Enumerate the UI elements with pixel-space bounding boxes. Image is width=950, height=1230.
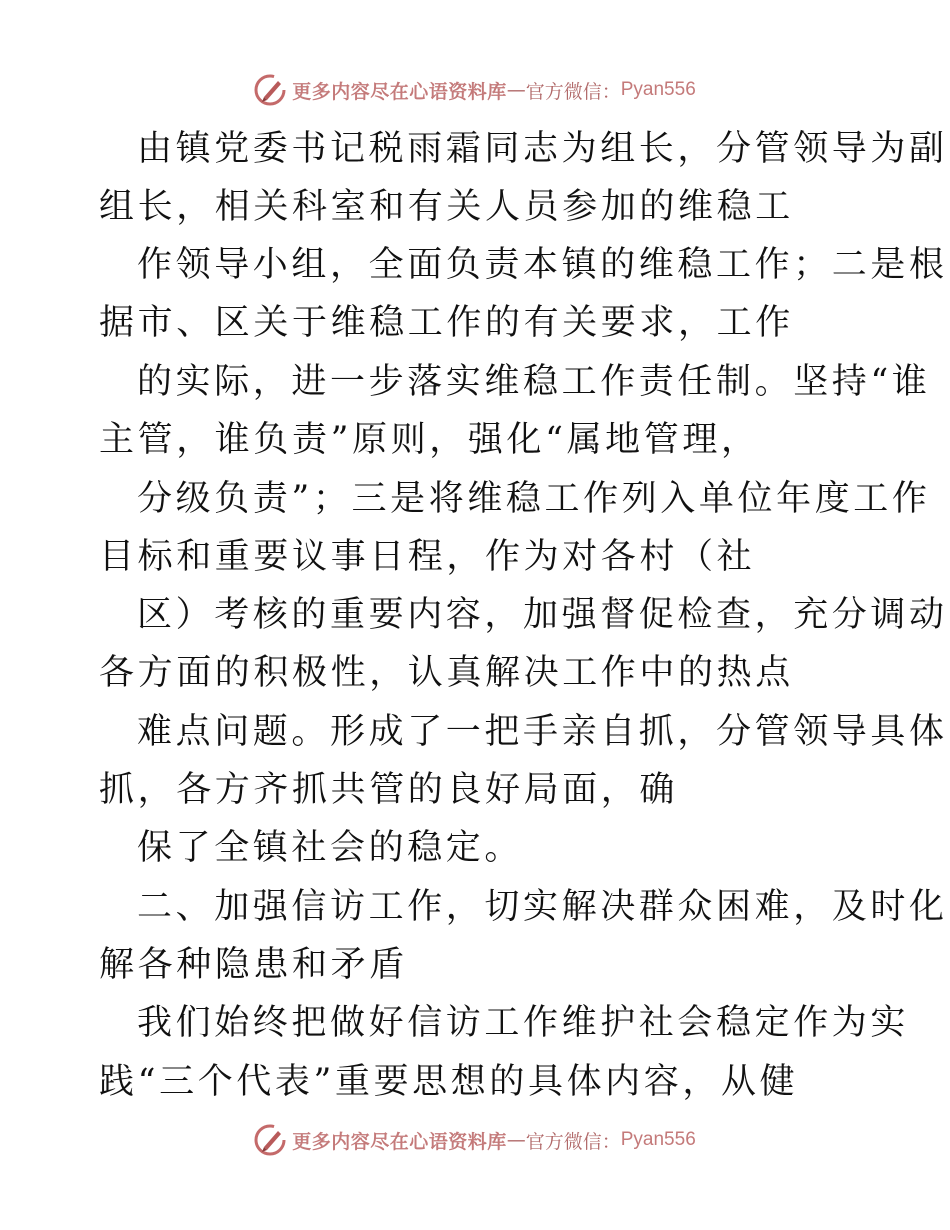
watermark-wechat-id: Pyan556 — [620, 1129, 696, 1150]
watermark-separator: — — [506, 79, 526, 101]
text-line: 保了全镇社会的稳定。 — [137, 828, 524, 868]
text-line: 分级负责”；三是将维稳工作列入单位年度工作 — [137, 479, 931, 519]
watermark-brand-text: 更多内容尽在心语资料库 — [292, 1130, 507, 1153]
watermark-wechat-label: 官方微信： — [525, 1130, 621, 1153]
text-line: 目标和重要议事日程，作为对各村（社 — [99, 537, 756, 577]
watermark-separator: — — [506, 1129, 526, 1151]
text-line: 作领导小组，全面负责本镇的维稳工作；二是根 — [137, 245, 948, 285]
text-line: 践“三个代表”重要思想的具体内容，从健 — [99, 1062, 799, 1102]
watermark-wechat-id: Pyan556 — [620, 79, 696, 100]
text-line: 我们始终把做好信访工作维护社会稳定作为实 — [137, 1003, 910, 1043]
text-line: 由镇党委书记税雨霜同志为组长，分管领导为副 — [137, 129, 948, 169]
text-line: 区）考核的重要内容，加强督促检查，充分调动 — [137, 595, 948, 635]
pen-logo-icon — [254, 1123, 288, 1157]
section-heading: 二、加强信访工作，切实解决群众困难，及时化 — [137, 887, 948, 927]
footer-watermark — [0, 1122, 950, 1158]
text-line: 的实际，进一步落实维稳工作责任制。坚持“谁 — [137, 362, 931, 402]
text-line: 组长，相关科室和有关人员参加的维稳工 — [99, 187, 794, 227]
text-line: 抓，各方齐抓共管的良好局面，确 — [99, 770, 679, 810]
watermark-wechat-label: 官方微信： — [525, 80, 621, 103]
watermark-brand-text: 更多内容尽在心语资料库 — [292, 80, 507, 103]
text-line: 各方面的积极性，认真解决工作中的热点 — [99, 653, 794, 693]
text-line: 主管，谁负责”原则，强化“属地管理， — [99, 420, 760, 460]
text-line: 据市、区关于维稳工作的有关要求，工作 — [99, 303, 794, 343]
section-heading-continued: 解各种隐患和矛盾 — [99, 945, 408, 985]
text-line: 难点问题。形成了一把手亲自抓，分管领导具体 — [137, 712, 948, 752]
